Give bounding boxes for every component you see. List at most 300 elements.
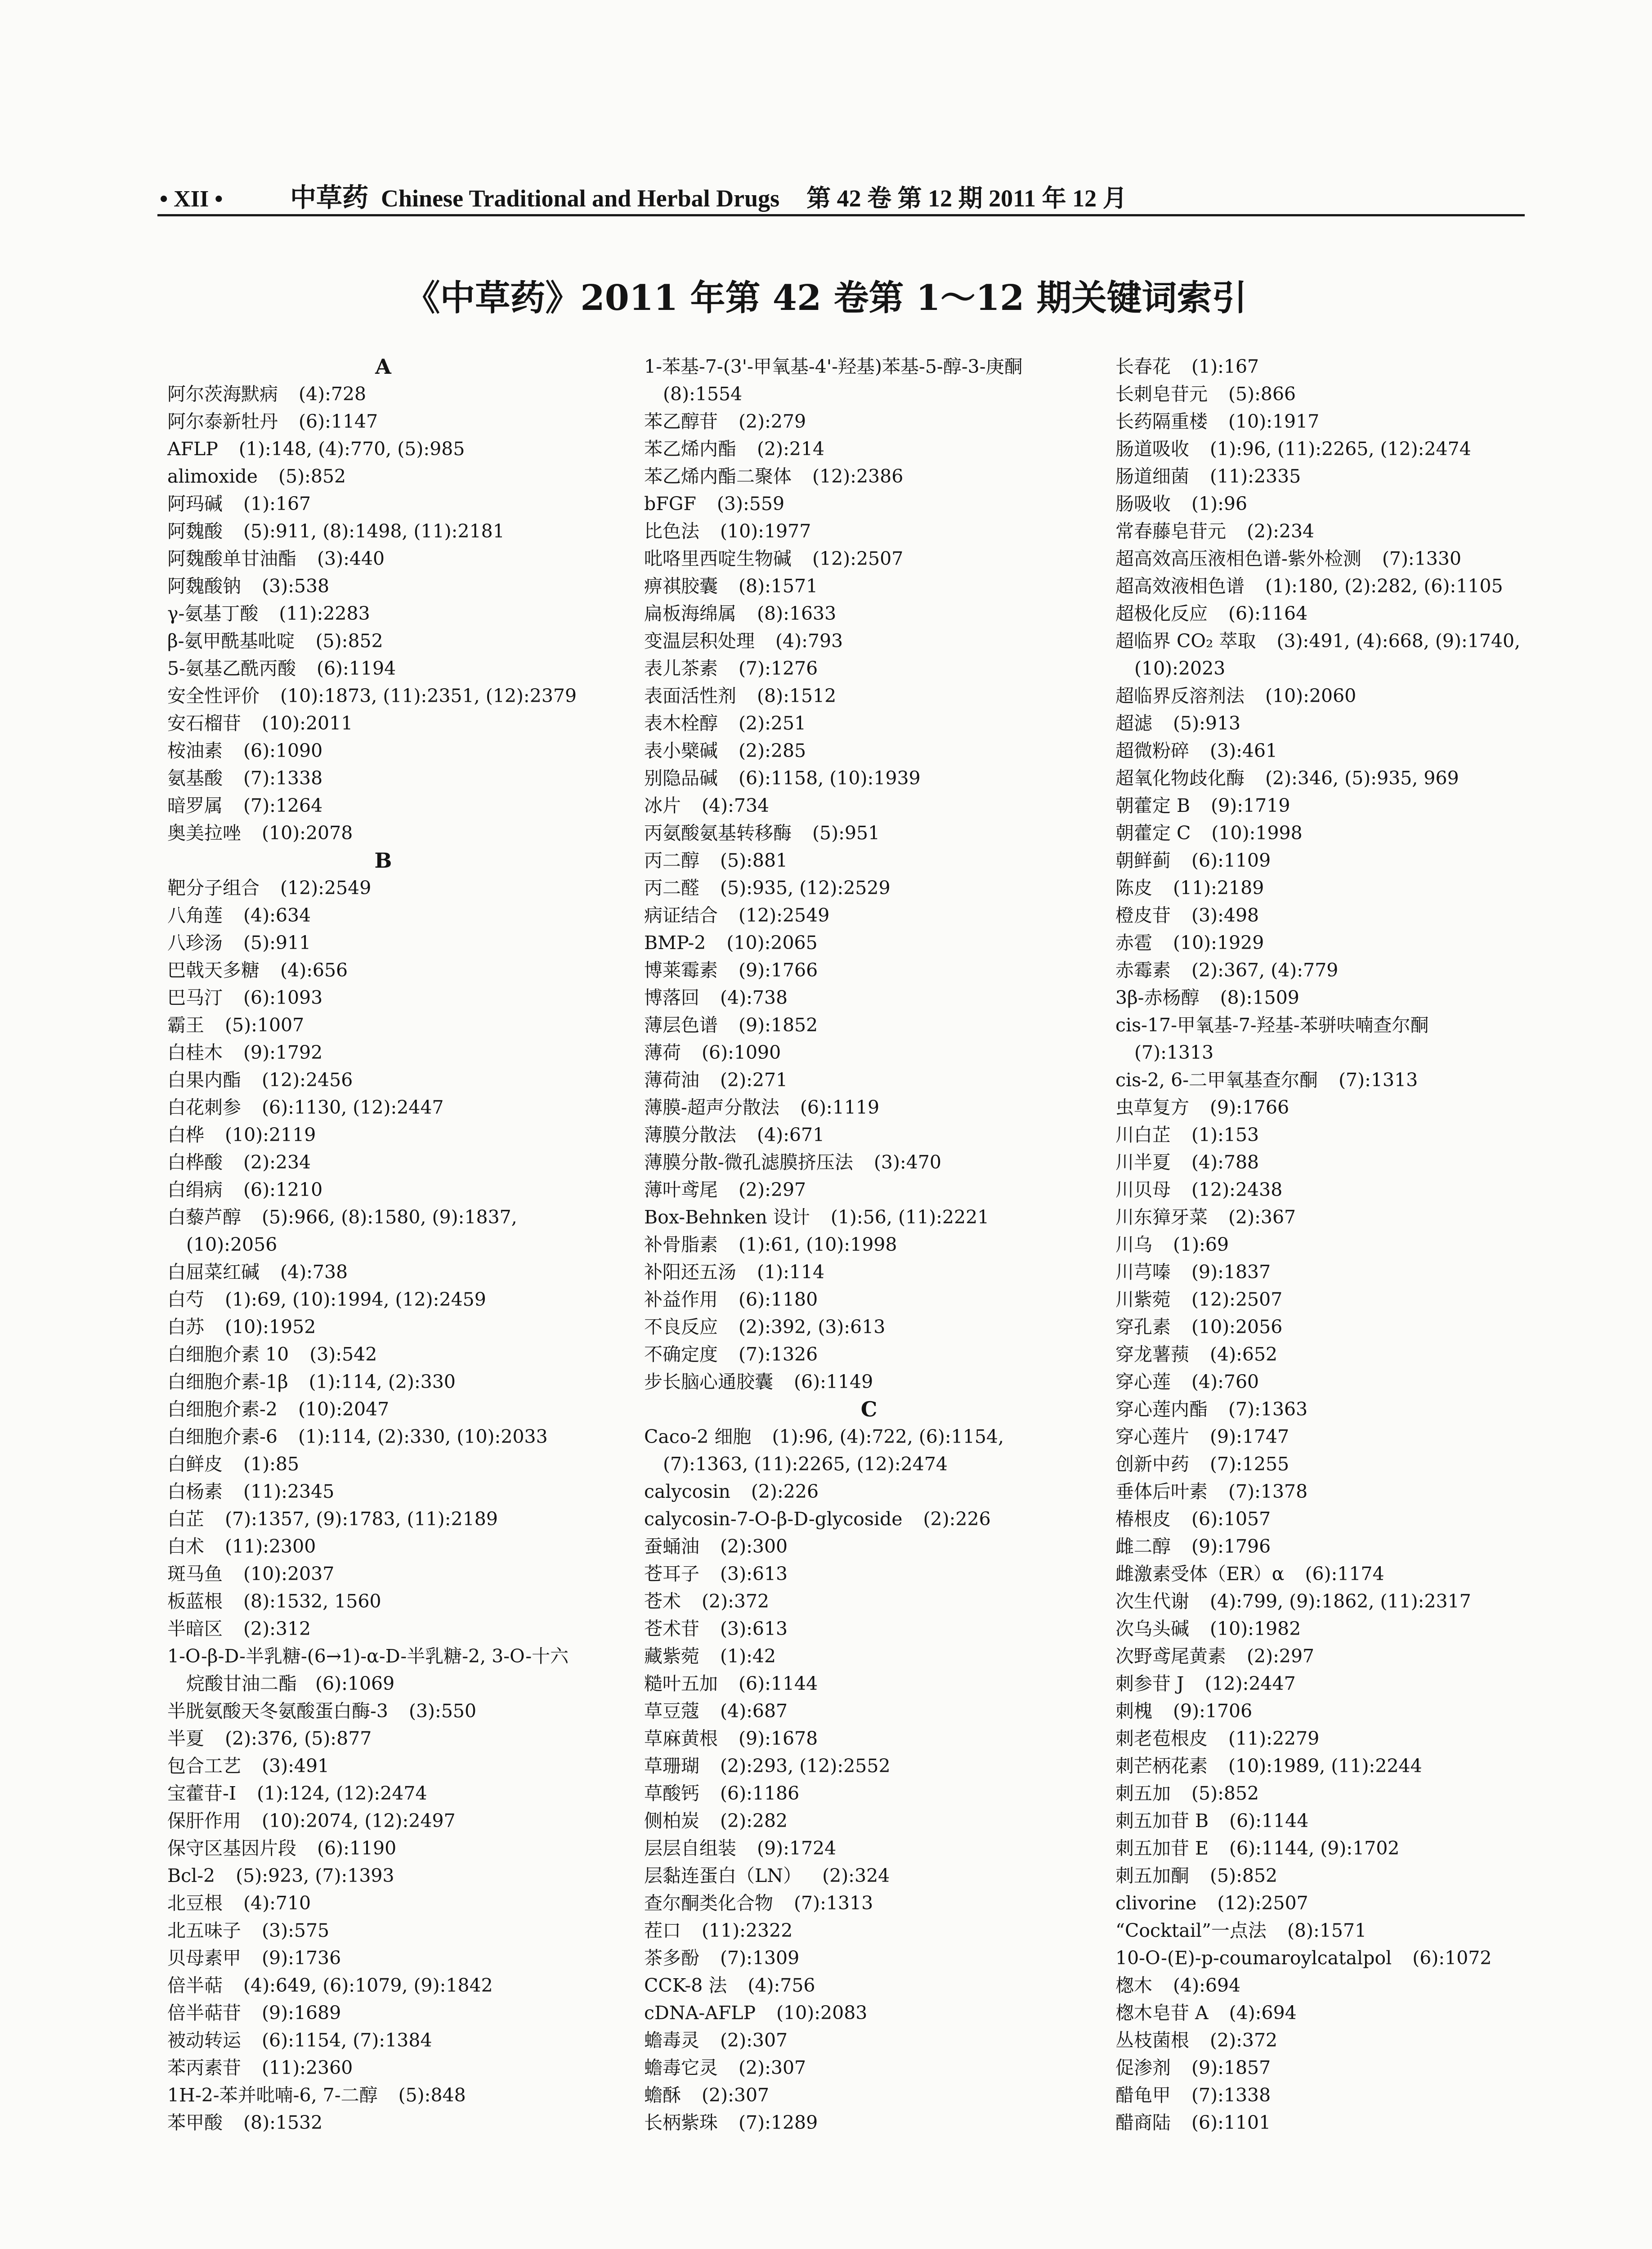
index-page-refs: (11):2322 [702,1920,793,1941]
index-entry [644,1917,1094,1944]
index-entry [644,1286,1094,1313]
index-term: 促渗剂 [1115,2057,1171,2079]
index-entry [1115,2027,1556,2054]
index-page-refs: (4):634 [243,905,311,926]
index-page-refs: (8):1571 [1287,1920,1367,1941]
index-entry [644,929,1094,957]
index-page-refs: (5):848 [398,2084,466,2106]
index-entry [167,1341,599,1368]
index-entry [1115,435,1556,463]
index-entry [1115,1451,1556,1478]
index-entry [167,929,599,957]
index-term: 草珊瑚 [644,1755,699,1777]
index-page-refs: (8):1633 [757,603,837,624]
index-term: 薄膜分散-微孔滤膜挤压法 [644,1151,853,1173]
index-entry [1115,1972,1556,1999]
index-page-refs: (2):226 [751,1481,819,1502]
index-entry [1115,627,1556,655]
index-term: 阿尔泰新牡丹 [167,411,278,432]
index-entry [644,463,1094,490]
index-term: 白桦 [167,1124,204,1146]
index-entry [1115,1176,1556,1204]
index-term: 穿孔素 [1115,1316,1171,1338]
index-entry [1115,1505,1556,1533]
index-page-refs: (1):124, (12):2474 [257,1783,427,1804]
index-page-refs: (12):2447 [1204,1673,1296,1694]
index-entry [644,573,1094,600]
index-entry [167,1890,599,1917]
index-page-refs: (10):2074, (12):2497 [262,1810,456,1832]
index-page-refs: (6):1057 [1191,1508,1271,1530]
index-entry [167,1396,599,1423]
index-term: 长柄紫珠 [644,2112,718,2133]
index-entry [644,1835,1094,1862]
index-entry [1115,1368,1556,1396]
index-page-refs: (6):1174 [1305,1563,1384,1585]
index-entry [167,737,599,765]
index-term: 蚕蛹油 [644,1536,699,1557]
index-page-refs: (12):2438 [1191,1179,1283,1201]
index-entry [1115,847,1556,874]
index-entry-continuation: (7):1363, (11):2265, (12):2474 [663,1453,948,1475]
index-term: 川贝母 [1115,1179,1171,1201]
index-page-refs: (5):911, (8):1498, (11):2181 [243,520,505,542]
index-entry [167,518,599,545]
index-term: 1H-2-苯并吡喃-6, 7-二醇 [167,2084,378,2106]
index-term: Box-Behnken 设计 [644,1206,810,1228]
index-term: 超氧化物歧化酶 [1115,767,1245,789]
index-term: 川芎嗪 [1115,1261,1171,1283]
index-entry [1115,573,1556,600]
index-entry [1115,1560,1556,1588]
index-term: 阿尔茨海默病 [167,383,278,405]
index-page-refs: (1):114, (2):330 [309,1371,456,1393]
index-term: 草酸钙 [644,1783,699,1804]
index-page-refs: (11):2345 [243,1481,335,1502]
index-term: 表木栓醇 [644,712,718,734]
index-entry [167,1725,599,1752]
index-entry [644,957,1094,984]
index-term: 板蓝根 [167,1590,223,1612]
index-entry [644,1505,1094,1533]
index-entry [167,1094,599,1121]
index-page-refs: (9):1796 [1191,1536,1271,1557]
index-term: 补阳还五汤 [644,1261,736,1283]
index-page-refs: (3):613 [720,1618,788,1640]
section-letter: A [375,354,391,379]
index-term: 阿魏酸单甘油酯 [167,548,296,569]
index-term: 半胱氨酸天冬氨酸蛋白酶-3 [167,1700,388,1722]
index-page-refs: (4):788 [1191,1151,1259,1173]
index-page-refs: (5):881 [720,850,788,871]
index-page-refs: (8):1532, 1560 [243,1590,381,1612]
index-term: 薄膜-超声分散法 [644,1097,779,1118]
index-page-refs: (7):1289 [739,2112,818,2133]
index-entry [167,1149,599,1176]
index-entry [644,737,1094,765]
index-page-refs: (2):392, (3):613 [739,1316,886,1338]
index-term: 步长脑心通胶囊 [644,1371,773,1393]
index-entry [644,1231,1094,1259]
index-term: 草麻黄根 [644,1728,718,1749]
index-entry [644,1039,1094,1066]
index-term: cis-17-甲氧基-7-羟基-苯骈呋喃查尔酮 [1115,1014,1429,1036]
index-term: 3β-赤杨醇 [1115,987,1200,1008]
index-term: 薄叶鸢尾 [644,1179,718,1201]
index-entry [1115,1259,1556,1286]
index-page-refs: (1):153 [1191,1124,1259,1146]
issue-info: 第 42 卷 第 12 期 2011 年 12 月 [806,185,1127,212]
index-entry [644,2027,1094,2054]
index-term: 次乌头碱 [1115,1618,1189,1640]
index-entry [644,1012,1094,1039]
index-page-refs: (3):491, (4):668, (9):1740, [1276,630,1521,652]
index-page-refs: (10):1873, (11):2351, (12):2379 [280,685,577,707]
index-page-refs: (1):114 [757,1261,825,1283]
index-page-refs: (1):69 [1173,1234,1229,1255]
index-page-refs: (10):2011 [262,712,353,734]
index-term: 川乌 [1115,1234,1152,1255]
index-term: 长刺皂苷元 [1115,383,1208,405]
index-page-refs: (2):372 [1210,2029,1278,2051]
index-page-refs: (7):1326 [739,1344,818,1365]
index-entry [644,1780,1094,1807]
index-page-refs: (9):1857 [1191,2057,1271,2079]
index-entry [644,1807,1094,1835]
index-term: 阿魏酸 [167,520,223,542]
index-page-refs: (6):1164 [1228,603,1308,624]
index-entry [167,490,599,518]
index-page-refs: (6):1072 [1412,1947,1492,1969]
index-term: 超高效高压液相色谱-紫外检测 [1115,548,1361,569]
index-entry [644,1341,1094,1368]
index-entry [167,545,599,573]
index-term: 比色法 [644,520,699,542]
index-entry [1115,1890,1556,1917]
index-term: 博落回 [644,987,699,1008]
index-page-refs: (3):613 [720,1563,788,1585]
index-page-refs: (1):96, (11):2265, (12):2474 [1210,438,1471,460]
index-term: 补益作用 [644,1289,718,1310]
index-page-refs: (4):710 [243,1892,311,1914]
index-page-refs: (6):1194 [316,658,396,679]
index-term: 白芷 [167,1508,204,1530]
index-entry-continuation: (10):2023 [1134,658,1226,679]
index-entry [644,1890,1094,1917]
index-page-refs: (2):312 [243,1618,311,1640]
index-page-refs: (7):1255 [1210,1453,1289,1475]
index-term: 川白芷 [1115,1124,1171,1146]
index-page-refs: (3):440 [317,548,385,569]
index-term: 巴戟天多糖 [167,959,260,981]
index-page-refs: (4):671 [757,1124,825,1146]
index-entry [644,2109,1094,2137]
index-term: 薄荷油 [644,1069,699,1091]
index-term: 安全性评价 [167,685,260,707]
index-entry [1115,1588,1556,1615]
index-entry [644,1259,1094,1286]
index-page-refs: (10):1929 [1173,932,1264,954]
index-page-refs: (6):1101 [1191,2112,1271,2133]
index-page-refs: (1):96 [1191,493,1248,515]
index-page-refs: (2):234 [1247,520,1315,542]
index-entry [1115,1533,1556,1560]
index-term: 奥美拉唑 [167,822,241,844]
index-term: 肠道细菌 [1115,466,1189,487]
index-term: 斑马鱼 [167,1563,223,1585]
index-page-refs: (9):1706 [1173,1700,1253,1722]
index-entry [167,1835,599,1862]
index-term: 朝鲜蓟 [1115,850,1171,871]
index-entry [167,1451,599,1478]
index-page-refs: (1):42 [720,1645,776,1667]
index-page-refs: (4):756 [748,1975,815,1996]
index-entry [1115,710,1556,737]
index-entry [167,1560,599,1588]
index-entry [644,627,1094,655]
index-page-refs: (2):367 [1228,1206,1296,1228]
index-page-refs: (6):1154, (7):1384 [262,2029,432,2051]
index-column-2 [644,353,1094,2137]
index-page-refs: (5):966, (8):1580, (9):1837, [262,1206,517,1228]
index-page-refs: (10):2119 [225,1124,316,1146]
index-page-refs: (9):1837 [1191,1261,1271,1283]
index-term: 超临界 CO₂ 萃取 [1115,630,1256,652]
index-term: 垂体后叶素 [1115,1481,1208,1502]
index-page-refs: (8):1512 [757,685,837,707]
index-page-refs: (2):251 [739,712,806,734]
index-term: 橙皮苷 [1115,905,1171,926]
index-term: 茬口 [644,1920,681,1941]
index-entry [644,2082,1094,2109]
index-term: 病证结合 [644,905,718,926]
index-entry [1115,1121,1556,1149]
index-entry [1115,2109,1556,2137]
index-entry [644,874,1094,902]
index-entry [167,1698,599,1725]
index-entry [167,1972,599,1999]
index-term: “Cocktail”一点法 [1115,1920,1267,1941]
index-page-refs: (7):1338 [243,767,323,789]
index-term: 苯甲酸 [167,2112,223,2133]
index-entry [1115,682,1556,710]
index-term: BMP-2 [644,932,706,954]
index-page-refs: (2):376, (5):877 [225,1728,372,1749]
index-page-refs: (11):2279 [1228,1728,1320,1749]
index-term: cis-2, 6-二甲氧基查尔酮 [1115,1069,1318,1091]
index-term: 白细胞介素-6 [167,1426,278,1447]
index-entry [1115,957,1556,984]
index-term: 半暗区 [167,1618,223,1640]
index-page-refs: (1):85 [243,1453,300,1475]
index-entry [644,902,1094,929]
index-entry [644,820,1094,847]
index-page-refs: (4):793 [775,630,843,652]
index-entry [167,435,599,463]
index-page-refs: (10):2060 [1265,685,1357,707]
index-term: calycosin-7-O-β-D-glycoside [644,1508,903,1530]
index-entry [167,1066,599,1094]
index-term: 超微粉碎 [1115,740,1189,762]
index-term: 白桂木 [167,1042,223,1063]
index-page-refs: (4):728 [299,383,367,405]
index-term: 蟾酥 [644,2084,681,2106]
index-page-refs: (12):2386 [812,466,904,487]
index-entry [1115,518,1556,545]
index-term: Bcl-2 [167,1865,215,1886]
index-entry [167,792,599,820]
index-page-refs: (7):1313 [794,1892,873,1914]
index-page-refs: (2):226 [923,1508,991,1530]
index-term: 白鲜皮 [167,1453,223,1475]
index-entry [1115,765,1556,792]
index-entry [644,518,1094,545]
index-entry [167,1039,599,1066]
index-entry [644,1725,1094,1752]
index-term: 薄膜分散法 [644,1124,736,1146]
index-entry [1115,1423,1556,1451]
index-entry [167,984,599,1012]
index-entry [644,765,1094,792]
index-page-refs: (2):279 [739,411,806,432]
index-entry [1115,984,1556,1012]
index-entry [167,957,599,984]
index-page-refs: (4):799, (9):1862, (11):2317 [1210,1590,1471,1612]
index-term: CCK-8 法 [644,1975,727,1996]
index-page-refs: (6):1119 [800,1097,880,1118]
index-entry [1115,1396,1556,1423]
index-entry-continuation: (10):2056 [186,1234,278,1255]
index-term: 长春花 [1115,356,1171,377]
index-term: 扁板海绵属 [644,603,736,624]
index-entry [167,1204,599,1231]
index-term: 苯乙醇苷 [644,411,718,432]
index-term: 刺参苷 J [1115,1673,1184,1694]
index-term: 超极化反应 [1115,603,1208,624]
index-page-refs: (4):694 [1173,1975,1241,1996]
index-term: 被动转运 [167,2029,241,2051]
index-term: 白细胞介素-2 [167,1398,278,1420]
index-page-refs: (4):694 [1229,2002,1297,2024]
index-entry [644,1066,1094,1094]
index-term: 刺五加 [1115,1783,1171,1804]
index-entry [644,1176,1094,1204]
index-entry [644,545,1094,573]
index-entry [1115,353,1556,381]
index-page-refs: (2):372 [702,1590,770,1612]
index-page-refs: (7):1313 [1339,1069,1418,1091]
index-entry [167,902,599,929]
index-entry [1115,1670,1556,1698]
index-term: alimoxide [167,466,258,487]
index-page-refs: (9):1766 [739,959,818,981]
index-term: 倍半萜 [167,1975,223,1996]
index-term: 丛枝菌根 [1115,2029,1189,2051]
index-term: 白术 [167,1536,204,1557]
index-term: 10-O-(E)-p-coumaroylcatalpol [1115,1947,1392,1969]
index-page-refs: (9):1766 [1210,1097,1289,1118]
index-term: 冰片 [644,795,681,816]
index-term: 超临界反溶剂法 [1115,685,1245,707]
index-term: 刺五加苷 E [1115,1837,1209,1859]
index-page-refs: (9):1736 [262,1947,341,1969]
index-entry [1115,1149,1556,1176]
index-term: 白藜芦醇 [167,1206,241,1228]
index-entry [1115,1862,1556,1890]
index-entry [167,600,599,627]
index-page-refs: (3):461 [1210,740,1278,762]
index-term: 椿根皮 [1115,1508,1171,1530]
index-term: 靶分子组合 [167,877,260,899]
index-page-refs: (2):367, (4):779 [1191,959,1339,981]
index-entry [167,1615,599,1643]
index-term: 不确定度 [644,1344,718,1365]
index-entry [167,682,599,710]
section-letter: B [374,848,392,873]
index-page-refs: (4):649, (6):1079, (9):1842 [243,1975,493,1996]
index-page-refs: (12):2456 [262,1069,353,1091]
index-term: 巴马汀 [167,987,223,1008]
index-page-refs: (4):738 [720,987,788,1008]
index-entry [644,1368,1094,1396]
index-entry [1115,1341,1556,1368]
index-term: 表小檗碱 [644,740,718,762]
index-page-refs: (1):69, (10):1994, (12):2459 [225,1289,486,1310]
index-entry [644,1698,1094,1725]
index-term: 次野鸢尾黄素 [1115,1645,1226,1667]
index-term: calycosin [644,1481,730,1502]
index-page-refs: (2):234 [243,1151,311,1173]
index-page-refs: (12):2507 [1191,1289,1283,1310]
index-page-refs: (11):2189 [1173,877,1264,899]
index-term: 贝母素甲 [167,1947,241,1969]
index-page-refs: (5):852 [1191,1783,1259,1804]
index-title: 《中草药》2011 年第 42 卷第 1～12 期关键词索引 [405,278,1247,318]
index-term: 虫草复方 [1115,1097,1189,1118]
index-entry [644,1094,1094,1121]
index-term: 赤霉素 [1115,959,1171,981]
index-page-refs: (2):293, (12):2552 [720,1755,891,1777]
index-term: 刺老苞根皮 [1115,1728,1208,1749]
index-entry [1115,1807,1556,1835]
index-entry [1115,2082,1556,2109]
index-term: 蟾毒它灵 [644,2057,718,2079]
index-term: 安石榴苷 [167,712,241,734]
index-page-refs: (2):346, (5):935, 969 [1265,767,1459,789]
index-page-refs: (2):307 [702,2084,770,2106]
page-number: • XII • [160,186,223,212]
index-entry [644,710,1094,737]
index-entry [167,573,599,600]
index-term: 白细胞介素 10 [167,1344,289,1365]
index-entry [1115,1066,1556,1094]
index-term: 雌二醇 [1115,1536,1171,1557]
index-term: 白桦酸 [167,1151,223,1173]
index-page-refs: (12):2549 [739,905,830,926]
index-term: Caco-2 细胞 [644,1426,752,1447]
index-term: 刺五加苷 B [1115,1810,1209,1832]
index-page-refs: (7):1309 [720,1947,800,1969]
index-term: 糙叶五加 [644,1673,718,1694]
index-entry [644,2054,1094,2082]
index-term: 肠吸收 [1115,493,1171,515]
index-page-refs: (4):734 [702,795,770,816]
index-entry [644,1643,1094,1670]
index-page-refs: (6):1147 [299,411,378,432]
index-entry [1115,1286,1556,1313]
index-entry [167,1176,599,1204]
index-page-refs: (10):2065 [726,932,818,954]
